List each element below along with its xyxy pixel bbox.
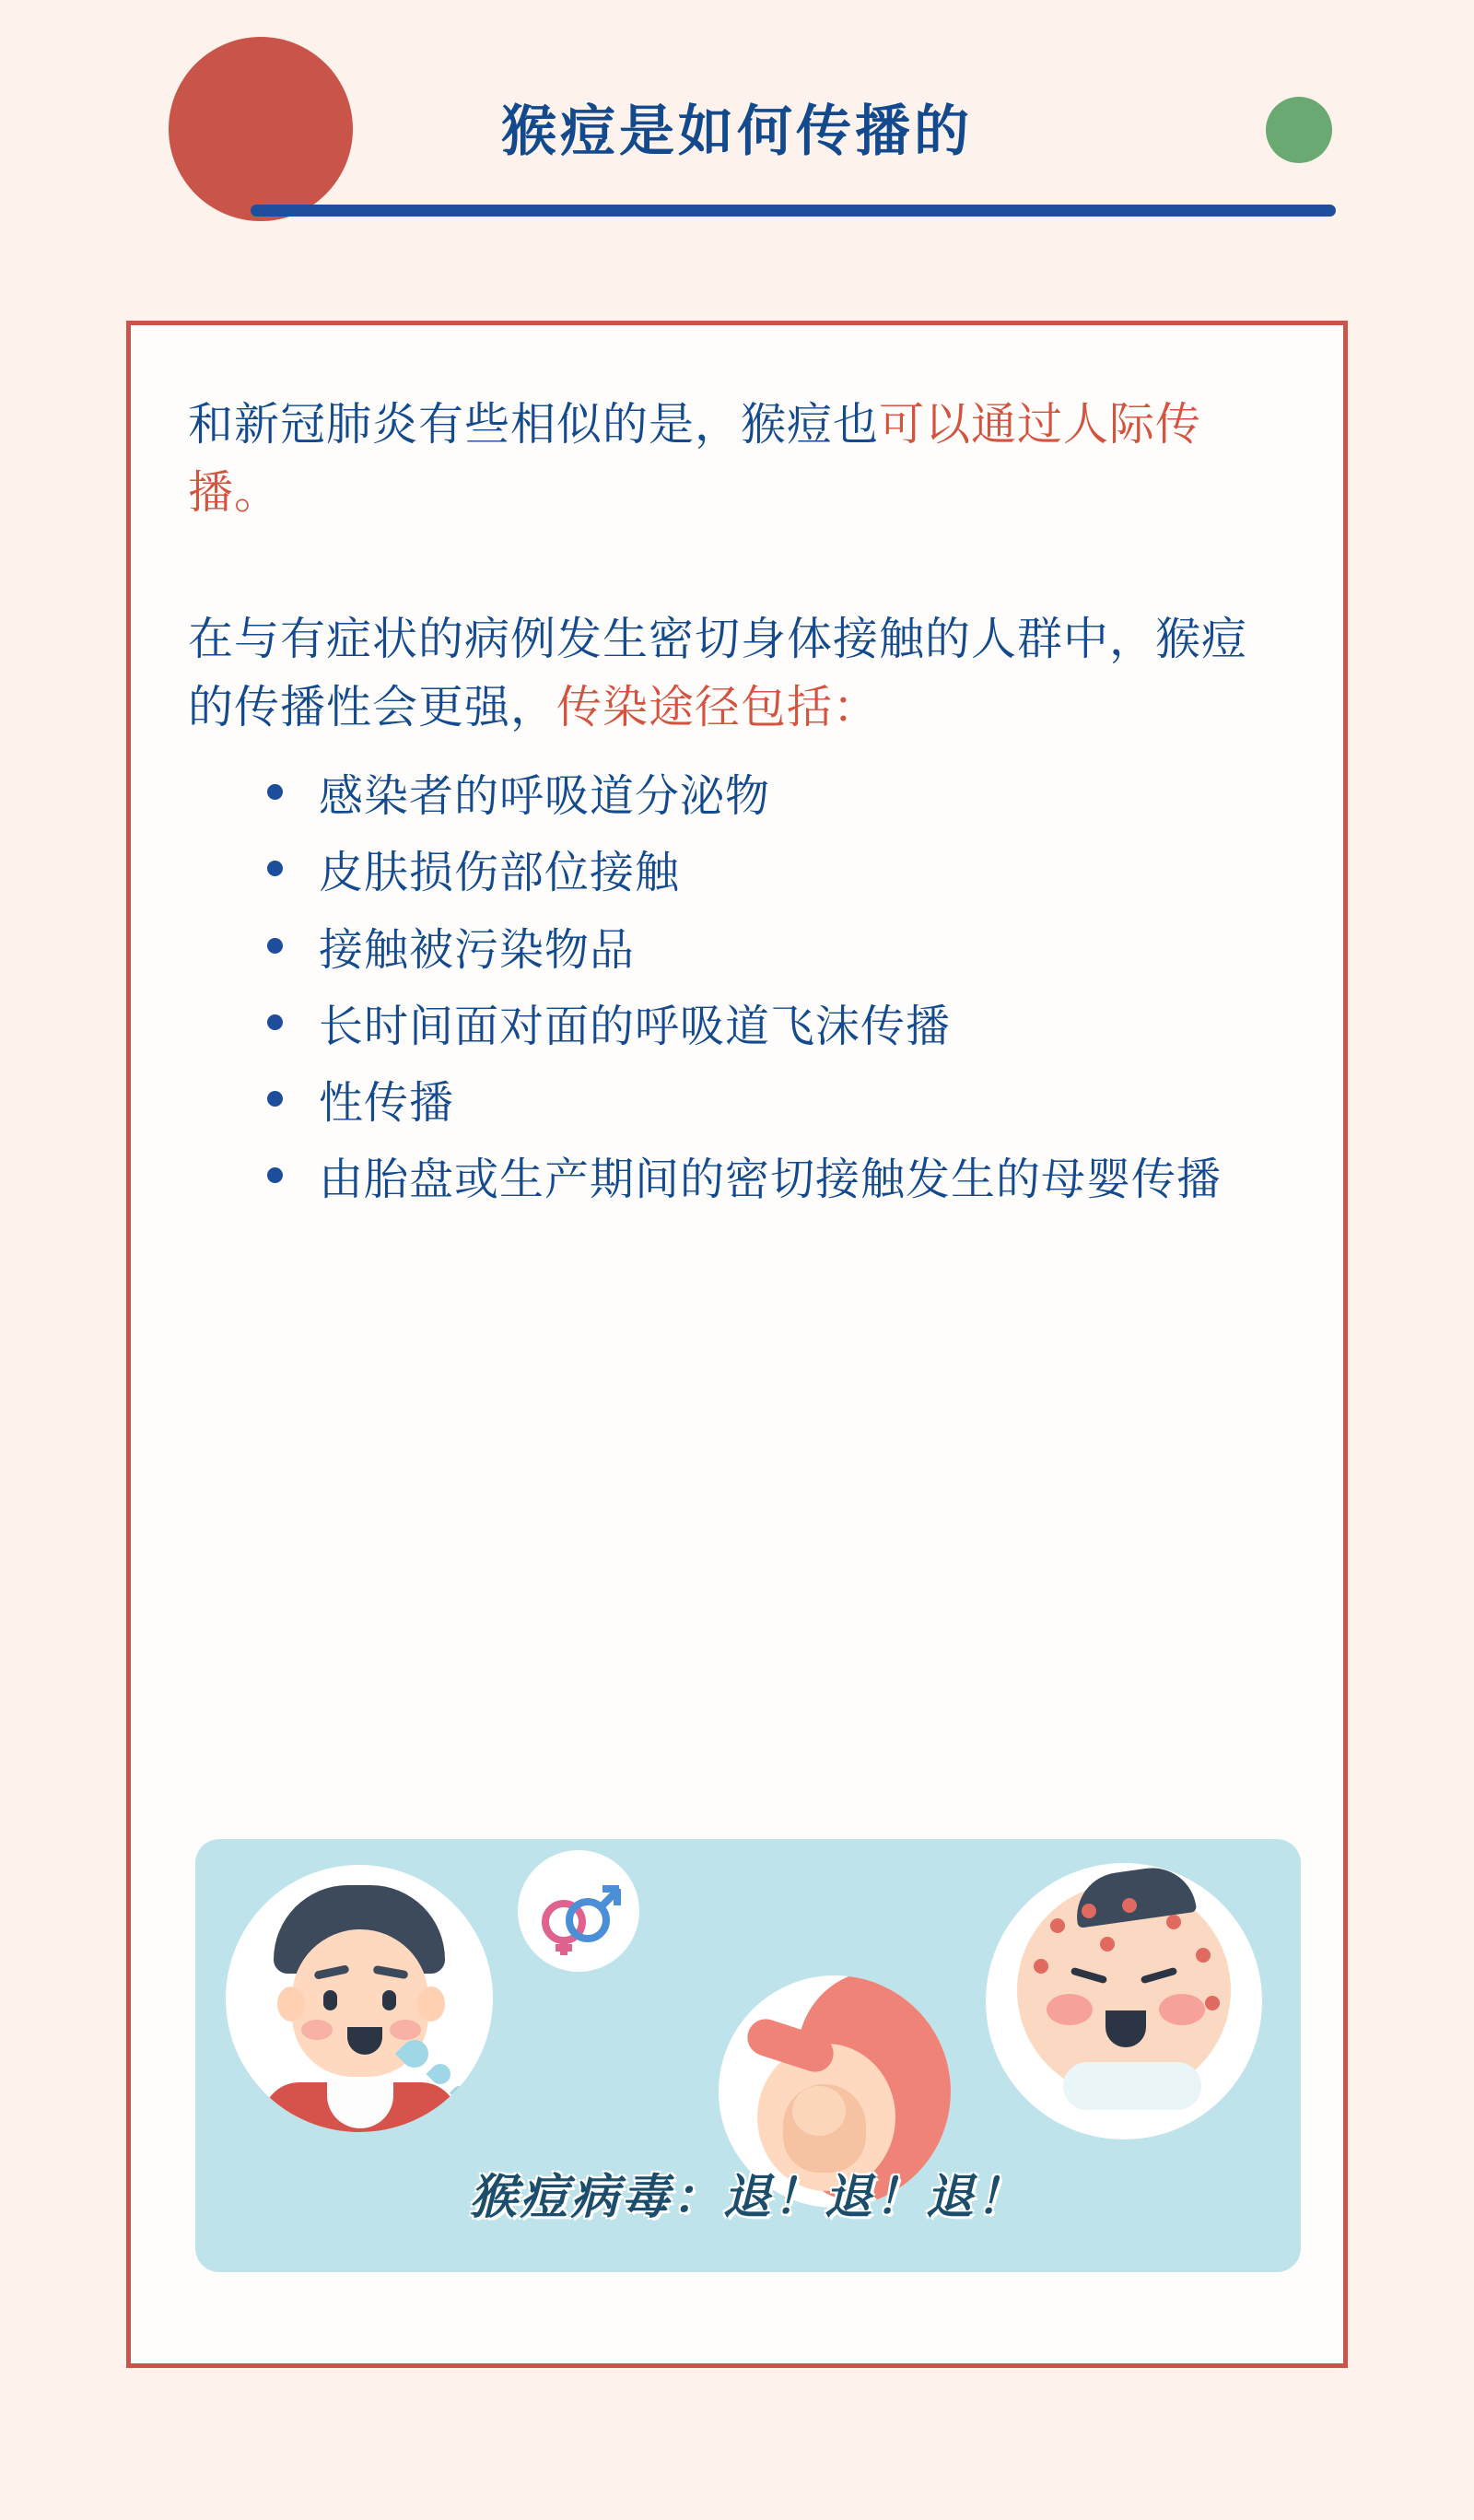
page-title: 猴痘是如何传播的 xyxy=(501,100,973,162)
fetus-head-shape xyxy=(792,2086,846,2136)
man-eye-right-shape xyxy=(382,1990,396,2010)
list-item xyxy=(254,835,1286,911)
list-item-label: 接触被污染物品 xyxy=(319,925,636,975)
illustration-panel xyxy=(195,1839,1301,2272)
rash-spot-icon xyxy=(1196,1948,1211,1963)
header-divider xyxy=(251,205,1336,217)
paragraph-transmission xyxy=(188,606,1286,742)
coughing-man-illustration xyxy=(226,1865,493,2132)
content-card-inner xyxy=(131,325,1343,1219)
list-item-label: 性传播 xyxy=(319,1079,455,1129)
baby-rash-illustration xyxy=(986,1863,1262,2139)
list-item xyxy=(254,1142,1286,1218)
rash-spot-icon xyxy=(1082,1904,1096,1918)
rash-spot-icon xyxy=(1034,1959,1048,1974)
list-item xyxy=(254,1065,1286,1142)
paragraph-intro-part1: 和新冠肺炎有些相似的是，猴痘也 xyxy=(188,400,880,450)
baby-cloud-shape xyxy=(1063,2062,1201,2110)
list-item xyxy=(254,989,1286,1065)
rash-spot-icon xyxy=(1122,1898,1137,1913)
bullet-dot-icon xyxy=(267,784,283,800)
transmission-route-list xyxy=(188,758,1286,1219)
bullet-dot-icon xyxy=(267,938,283,954)
gender-symbols-icon xyxy=(531,1865,626,1959)
list-item-label: 感染者的呼吸道分泌物 xyxy=(319,772,771,821)
man-ear-left-shape xyxy=(277,1987,305,2022)
paragraph-intro xyxy=(188,392,1286,527)
poster-header xyxy=(0,0,1474,276)
rash-spot-icon xyxy=(1050,1918,1065,1933)
illustration-caption: 猴痘病毒：退！退！退！ xyxy=(469,2171,1027,2224)
bullet-dot-icon xyxy=(267,1014,283,1030)
paragraph-transmission-part1: 在与有症状的病例发生密切身体接触的人群中，猴痘的传播性会更强， xyxy=(188,615,1248,733)
man-cheek-left-shape xyxy=(301,2020,333,2040)
list-item xyxy=(254,758,1286,835)
rash-spot-icon xyxy=(1166,1915,1181,1929)
gender-symbol-illustration xyxy=(518,1850,639,1972)
bullet-dot-icon xyxy=(267,1091,283,1107)
bullet-dot-icon xyxy=(267,1167,283,1183)
paragraph-intro-highlight: 可以通过人际传播。 xyxy=(188,400,1202,518)
man-ear-right-shape xyxy=(417,1987,445,2022)
rash-spot-icon xyxy=(1205,1996,1220,2010)
list-item-label: 由胎盘或生产期间的密切接触发生的母婴传播 xyxy=(319,1155,1222,1205)
list-item xyxy=(254,912,1286,989)
bullet-dot-icon xyxy=(267,861,283,876)
rash-spot-icon xyxy=(1100,1937,1115,1952)
baby-cheek-left-shape xyxy=(1047,1994,1093,2025)
list-item-label: 长时间面对面的呼吸道飞沫传播 xyxy=(319,1002,952,1051)
baby-cheek-right-shape xyxy=(1159,1994,1205,2025)
list-item-label: 皮肤损伤部位接触 xyxy=(319,849,681,898)
man-eye-left-shape xyxy=(323,1990,337,2010)
man-cheek-right-shape xyxy=(390,2020,421,2040)
paragraph-transmission-highlight: 传染途径包括： xyxy=(556,682,880,733)
